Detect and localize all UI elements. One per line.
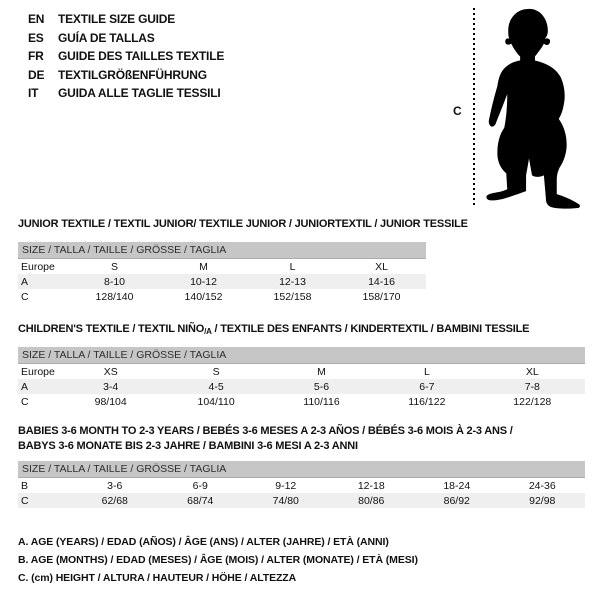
size-header-label: SIZE / TALLA / TAILLE / GRÖSSE / TAGLIA [18, 347, 585, 364]
size-cell: 92/98 [500, 493, 586, 508]
row-label: C [18, 493, 72, 508]
row-label: Europe [21, 365, 55, 378]
size-cell: 24-36 [528, 479, 556, 492]
guide-title: GUIDE DES TAILLES TEXTILE [58, 49, 225, 64]
baby-silhouette-icon [480, 7, 585, 210]
size-cell: 4-5 [163, 379, 268, 394]
babies-size-table [18, 461, 585, 508]
size-cell: 128/140 [95, 290, 134, 303]
children-size-table [18, 347, 585, 409]
size-cell: 3-6 [107, 479, 123, 492]
size-cell: 6-9 [192, 479, 208, 492]
table-row [18, 289, 426, 304]
table-row [18, 274, 426, 289]
language-code: ES [28, 30, 44, 45]
size-cell: L [423, 365, 430, 378]
guide-title: TEXTILGRÖßENFÜHRUNG [58, 67, 207, 82]
size-header-label: SIZE / TALLA / TAILLE / GRÖSSE / TAGLIA [18, 461, 585, 478]
size-cell: 98/104 [94, 395, 127, 408]
table-row [18, 493, 585, 508]
row-label: C [21, 290, 29, 303]
junior-table-title: JUNIOR TEXTILE / TEXTIL JUNIOR/ TEXTILE JUNIOR / JUNIORTEXTIL / JUNIOR TESSILE [18, 218, 468, 230]
language-row [28, 84, 224, 103]
size-cell: 116/122 [408, 395, 446, 408]
height-measure-dotted-line [473, 8, 475, 207]
language-row [28, 47, 224, 66]
size-cell: S [110, 260, 118, 273]
language-row [28, 10, 224, 29]
size-cell: 7-8 [480, 379, 585, 394]
size-cell: S [212, 365, 220, 378]
size-cell: 140/152 [184, 290, 223, 303]
size-cell: L [289, 260, 296, 273]
size-cell: 8-10 [70, 274, 159, 289]
size-cell: 86/92 [414, 493, 500, 508]
size-cell: 68/74 [158, 493, 244, 508]
children-table-title [18, 322, 583, 338]
size-cell: 122/128 [513, 395, 552, 408]
size-cell: XL [375, 260, 388, 273]
language-row [28, 66, 224, 85]
footnote-list [18, 533, 418, 587]
table-row [18, 394, 585, 409]
language-title-list [28, 10, 224, 103]
row-label: A [18, 274, 70, 289]
babies-table-title [18, 424, 583, 453]
height-measure-label: C [453, 104, 462, 118]
language-code: IT [28, 86, 39, 101]
size-cell: M [199, 260, 208, 273]
size-cell: XS [103, 365, 118, 378]
size-cell: 110/116 [303, 395, 340, 408]
language-code: DE [28, 67, 45, 82]
size-cell: 80/86 [329, 493, 415, 508]
table-row [18, 379, 585, 394]
row-label: B [21, 479, 29, 492]
size-cell: 10-12 [159, 274, 248, 289]
size-cell: 158/170 [362, 290, 401, 303]
row-label: C [21, 395, 29, 408]
size-header-bar [18, 461, 585, 478]
row-label: Europe [21, 260, 55, 273]
size-cell: M [317, 365, 326, 378]
footnote-c: C. (cm) HEIGHT / ALTURA / HAUTEUR / HÖHE / ALTEZZA [18, 572, 297, 584]
size-cell: 18-24 [443, 479, 471, 492]
size-cell: 3-4 [58, 379, 163, 394]
language-row [28, 29, 224, 48]
size-header-label: SIZE / TALLA / TAILLE / GRÖSSE / TAGLIA [18, 242, 426, 259]
table-row [18, 478, 585, 494]
size-cell: 12-13 [248, 274, 337, 289]
language-code: EN [28, 12, 45, 26]
size-cell: 5-6 [269, 379, 374, 394]
language-code: FR [28, 49, 44, 64]
size-cell: 104/110 [197, 395, 235, 408]
size-cell: 62/68 [72, 493, 158, 508]
size-cell: 74/80 [243, 493, 329, 508]
table-row [18, 259, 426, 275]
children-title-prefix: CHILDREN'S TEXTILE / TEXTIL NIÑO [18, 323, 205, 335]
size-cell: 152/158 [273, 290, 312, 303]
children-title-sub: /A [204, 327, 212, 336]
footnote-a: A. AGE (YEARS) / EDAD (AÑOS) / ÂGE (ANS) / ALTER (JAHRE) / ETÀ (ANNI) [18, 536, 389, 548]
size-cell: 12-18 [357, 479, 385, 492]
size-header-bar [18, 347, 585, 364]
size-header-bar [18, 242, 426, 259]
guide-title: GUÍA DE TALLAS [58, 30, 155, 45]
children-title-suffix: / TEXTILE DES ENFANTS / KINDERTEXTIL / BAMBINI TESSILE [211, 323, 530, 335]
size-cell: 14-16 [337, 274, 426, 289]
table-row [18, 364, 585, 380]
guide-title: GUIDA ALLE TAGLIE TESSILI [58, 86, 221, 101]
junior-size-table [18, 242, 426, 304]
babies-title-line2: BABYS 3-6 MONATE BIS 2-3 JAHRE / BAMBINI 3-6 MESI A 2-3 ANNI [18, 439, 358, 452]
size-cell: XL [525, 365, 539, 378]
row-label: A [18, 379, 58, 394]
footnote-b: B. AGE (MONTHS) / EDAD (MESES) / ÂGE (MOIS) / ALTER (MONATE) / ETÀ (MESI) [18, 554, 418, 566]
size-cell: 6-7 [374, 379, 479, 394]
guide-title: TEXTILE SIZE GUIDE [58, 12, 176, 26]
babies-title-line1: BABIES 3-6 MONTH TO 2-3 YEARS / BEBÉS 3-6 MESES A 2-3 AÑOS / BÉBÉS 3-6 MOIS À 2-3 ANS / [18, 425, 513, 437]
size-cell: 9-12 [275, 479, 297, 492]
